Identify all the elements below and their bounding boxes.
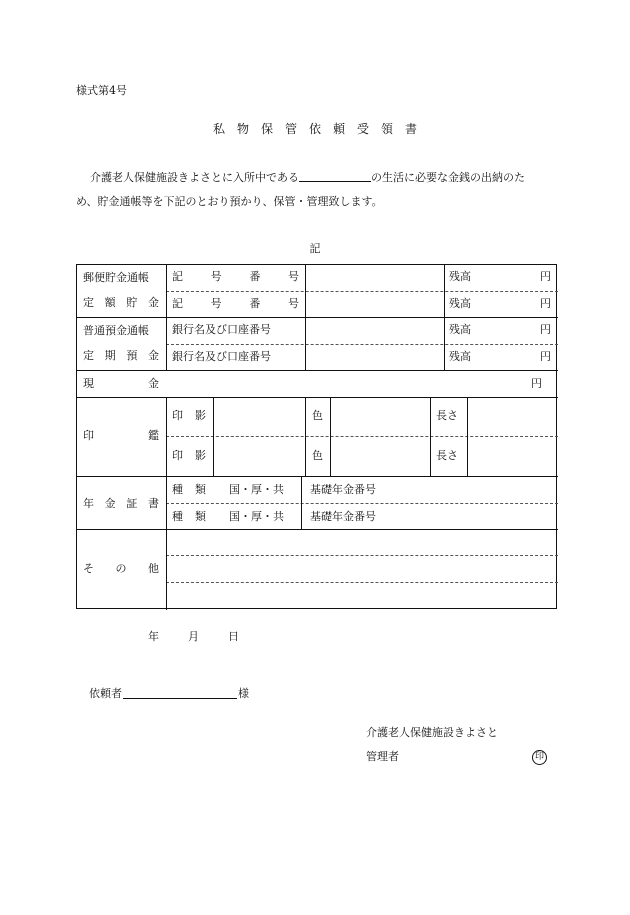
pension-type: 国・厚・共 <box>229 483 284 496</box>
day-label: 日 <box>228 630 239 643</box>
dashed-divider <box>166 291 558 292</box>
pension-label: 年 金 証 書 <box>83 497 159 510</box>
dashed-divider <box>166 344 558 345</box>
facility-name: 介護老人保健施設きよさと <box>366 726 498 739</box>
regular-label-2: 定 期 預 金 <box>83 349 159 362</box>
seal-mark: 印 <box>532 750 547 765</box>
requester-line <box>89 686 249 701</box>
balance-label: 残高 <box>449 270 471 283</box>
dashed-divider <box>166 503 558 504</box>
kigo-bango-label: 記 号 番 号 <box>172 270 299 283</box>
other-label: そ の 他 <box>83 562 159 575</box>
pension-type: 国・厚・共 <box>229 510 284 523</box>
requester-name-blank[interactable] <box>123 686 237 699</box>
seal-impression-label: 印 影 <box>172 409 206 422</box>
ki-heading: 記 <box>309 242 321 255</box>
seal-label: 印 鑑 <box>83 429 159 442</box>
basic-pension-number-label: 基礎年金番号 <box>310 510 376 523</box>
yen-label: 円 <box>540 297 551 310</box>
year-label: 年 <box>148 630 159 643</box>
dashed-divider <box>166 555 558 556</box>
dashed-divider <box>166 436 558 437</box>
length-label: 長さ <box>436 449 458 462</box>
yen-label: 円 <box>540 350 551 363</box>
seal-impression-label: 印 影 <box>172 449 206 462</box>
yen-label: 円 <box>540 270 551 283</box>
form-number: 様式第4号 <box>76 84 127 97</box>
requester-label: 依頼者 <box>89 687 122 700</box>
col-divider <box>166 397 167 610</box>
month-label: 月 <box>188 630 199 643</box>
regular-label-1: 普通預金通帳 <box>83 324 149 337</box>
custody-table <box>76 264 557 609</box>
col-divider <box>301 476 302 529</box>
balance-label: 残高 <box>449 323 471 336</box>
resident-name-blank[interactable] <box>299 170 371 182</box>
intro-text-a: 介護老人保健施設きよさとに入所中である <box>90 171 299 184</box>
color-label: 色 <box>312 409 323 422</box>
col-divider <box>444 265 445 370</box>
bank-info-label: 銀行名及び口座番号 <box>172 350 271 363</box>
yen-label: 円 <box>540 323 551 336</box>
balance-label: 残高 <box>449 297 471 310</box>
row-divider <box>77 317 558 318</box>
row-divider <box>77 397 558 398</box>
cash-label: 現 金 <box>83 377 159 390</box>
basic-pension-number-label: 基礎年金番号 <box>310 483 376 496</box>
length-label: 長さ <box>436 409 458 422</box>
col-divider <box>166 265 167 370</box>
col-divider <box>213 397 214 476</box>
kigo-bango-label: 記 号 番 号 <box>172 297 299 310</box>
document-title: 私物保管依頼受領書 <box>212 122 429 136</box>
date-line <box>148 630 239 644</box>
col-divider <box>330 397 331 476</box>
intro-line-2: め、貯金通帳等を下記のとおり預かり、保管・管理致します。 <box>76 195 383 208</box>
row-divider <box>77 476 558 477</box>
type-label: 種 類 <box>172 510 206 523</box>
col-divider <box>305 265 306 370</box>
bank-info-label: 銀行名及び口座番号 <box>172 323 271 336</box>
intro-text-b: の生活に必要な金銭の出納のた <box>371 171 525 184</box>
col-divider <box>467 397 468 476</box>
row-divider <box>77 529 558 530</box>
col-divider <box>430 397 431 476</box>
postal-label-2: 定 額 貯 金 <box>83 296 159 309</box>
color-label: 色 <box>312 449 323 462</box>
manager-label: 管理者 <box>366 750 399 763</box>
dashed-divider <box>166 582 558 583</box>
balance-label: 残高 <box>449 350 471 363</box>
type-label: 種 類 <box>172 483 206 496</box>
col-divider <box>305 397 306 476</box>
sama-label: 様 <box>238 687 249 700</box>
row-divider <box>77 370 558 371</box>
postal-label-1: 郵便貯金通帳 <box>83 271 149 284</box>
yen-label: 円 <box>531 377 542 390</box>
intro-line-1 <box>90 170 525 185</box>
